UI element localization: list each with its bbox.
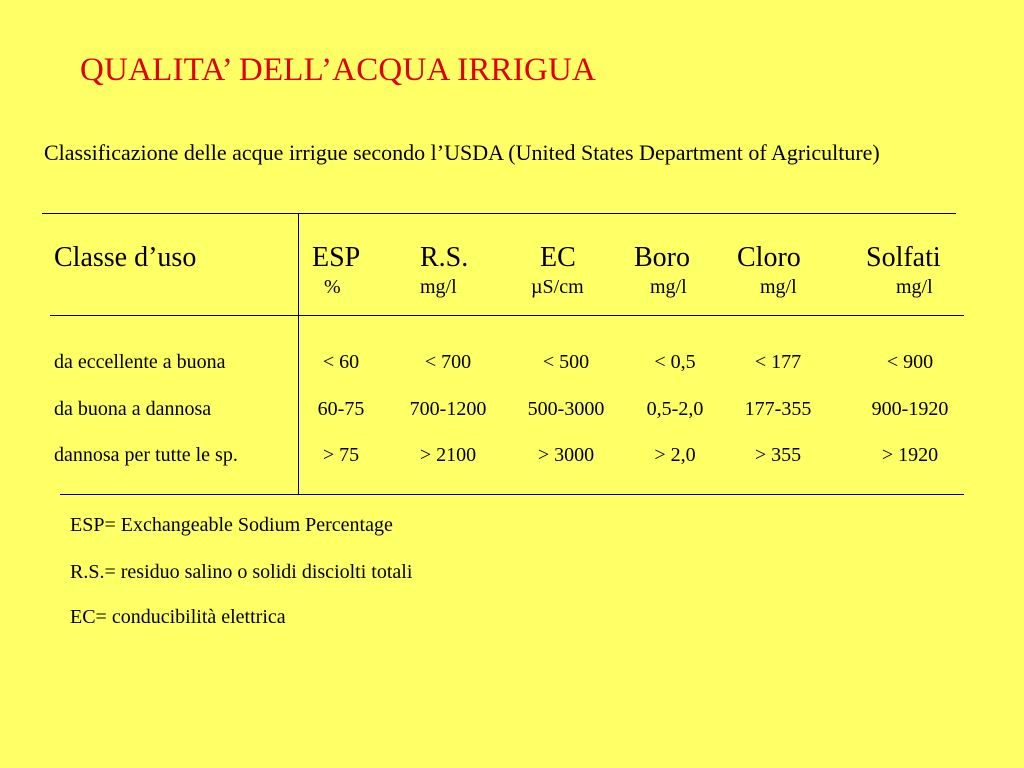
row-label: da eccellente a buona xyxy=(54,351,226,373)
table-header-rule xyxy=(50,315,964,316)
cell-esp: 60-75 xyxy=(317,398,365,420)
column-header-classe: Classe d’uso xyxy=(54,242,197,273)
slide-subtitle: Classificazione delle acque irrigue secondo l’USDA (United States Department of Agriculture) xyxy=(44,140,880,165)
table-top-rule xyxy=(42,213,956,214)
cell-cloro: > 355 xyxy=(754,444,802,466)
cell-rs: 700-1200 xyxy=(409,398,487,420)
column-unit-esp: % xyxy=(324,276,341,298)
column-unit-rs: mg/l xyxy=(420,276,457,298)
cell-ec: 500-3000 xyxy=(527,398,605,420)
column-header-esp: ESP xyxy=(312,242,361,273)
table-column-divider xyxy=(298,213,299,494)
row-label: dannosa per tutte le sp. xyxy=(54,444,238,466)
cell-esp: > 75 xyxy=(322,444,360,466)
cell-boro: > 2,0 xyxy=(654,444,696,466)
cell-cloro: < 177 xyxy=(754,351,802,373)
cell-boro: < 0,5 xyxy=(654,351,696,373)
cell-ec: > 3000 xyxy=(537,444,595,466)
note-ec: EC= conducibilità elettrica xyxy=(70,606,286,628)
column-header-boro: Boro xyxy=(634,242,690,273)
table-bottom-rule xyxy=(60,494,964,495)
cell-esp: < 60 xyxy=(322,351,360,373)
cell-rs: > 2100 xyxy=(419,444,477,466)
cell-rs: < 700 xyxy=(424,351,472,373)
cell-solfati: 900-1920 xyxy=(871,398,949,420)
cell-cloro: 177-355 xyxy=(744,398,812,420)
column-unit-boro: mg/l xyxy=(650,276,687,298)
column-unit-ec: µS/cm xyxy=(531,276,584,298)
column-header-solfati: Solfati xyxy=(866,242,941,273)
cell-boro: 0,5-2,0 xyxy=(646,398,704,420)
cell-solfati: < 900 xyxy=(886,351,934,373)
column-header-ec: EC xyxy=(540,242,576,273)
column-header-cloro: Cloro xyxy=(737,242,801,273)
column-unit-cloro: mg/l xyxy=(760,276,797,298)
column-unit-solfati: mg/l xyxy=(896,276,933,298)
cell-ec: < 500 xyxy=(542,351,590,373)
column-header-rs: R.S. xyxy=(420,242,469,273)
row-label: da buona a dannosa xyxy=(54,398,212,420)
note-rs: R.S.= residuo salino o solidi disciolti totali xyxy=(70,561,413,583)
note-esp: ESP= Exchangeable Sodium Percentage xyxy=(70,514,393,536)
cell-solfati: > 1920 xyxy=(881,444,939,466)
slide-title: QUALITA’ DELL’ACQUA IRRIGUA xyxy=(80,52,597,88)
